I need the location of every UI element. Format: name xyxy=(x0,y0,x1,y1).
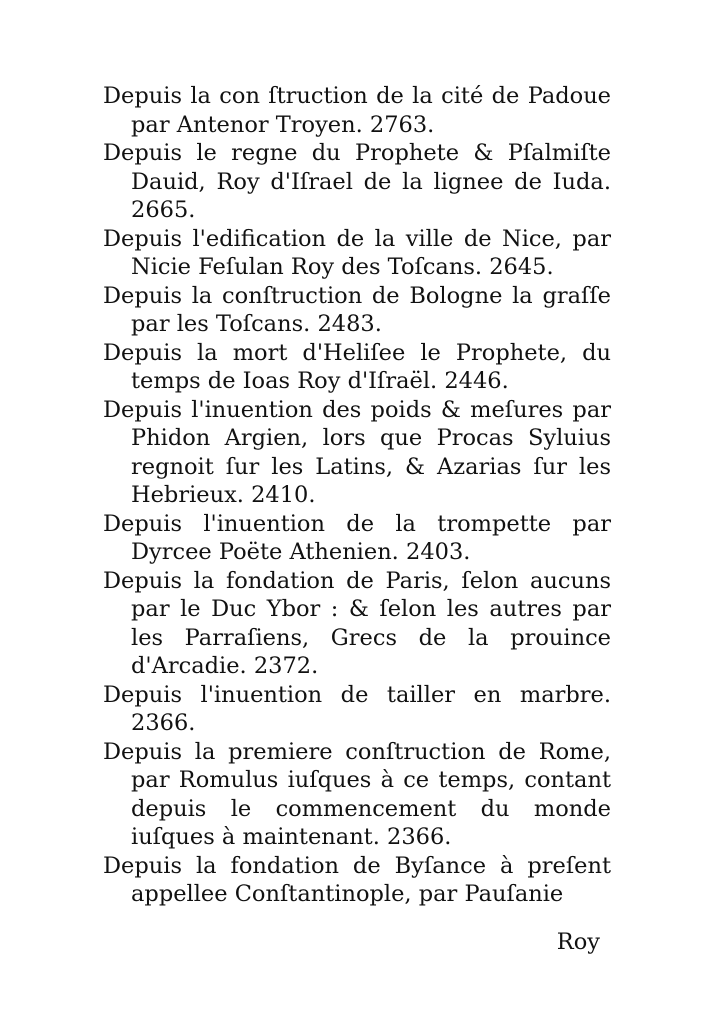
entry-text: Depuis la fondation de Byſance à preſent appellee Conſtantinople, par Pauſanie xyxy=(103,852,611,907)
entry-text: Depuis la premiere conſtruction de Rome, par Romulus iuſques à ce temps, contant depuis le commencement du monde iuſques à maintenant. xyxy=(103,738,611,850)
entry-text: Depuis la fondation de Paris, ſelon aucuns par le Duc Ybor : & ſelon les autres par les Parraſiens, Grecs de la prouince d'Arcadie. xyxy=(103,567,611,679)
entry-paris xyxy=(103,567,611,681)
entry-year: 2446. xyxy=(444,368,509,394)
entry-trompette xyxy=(103,510,611,567)
entry-text: Depuis l'inuention de tailler en marbre. xyxy=(103,681,611,708)
entry-year: 2763. xyxy=(369,111,435,138)
entry-text: Depuis le regne du Prophete & Pſalmiſte Dauid, Roy d'Iſrael de la lignee de Iuda. xyxy=(103,140,611,195)
entry-text: Depuis la con ſtruction de la cité de Padoue par Antenor Troyen. xyxy=(103,83,611,138)
entry-year: 2410. xyxy=(251,482,316,508)
catchword: Roy xyxy=(556,929,600,955)
chronology-list xyxy=(103,82,611,909)
entry-year: 2665. xyxy=(131,197,196,223)
entry-poids-mesures xyxy=(103,396,611,510)
entry-year: 2645. xyxy=(489,254,554,280)
entry-text: Depuis la mort d'Heliſee le Prophete, du temps de Ioas Roy d'Iſraël. xyxy=(103,339,611,394)
entry-text: Depuis la conſtruction de Bologne la graſſe par les Toſcans. xyxy=(103,282,611,337)
entry-marbre xyxy=(103,681,611,738)
entry-dauid xyxy=(103,139,611,225)
entry-helisee xyxy=(103,339,611,396)
entry-year: 2366. xyxy=(387,824,452,850)
entry-padoue xyxy=(103,82,611,139)
entry-text: Depuis l'edification de la ville de Nice, par Nicie Feſulan Roy des Toſcans. xyxy=(103,225,611,280)
entry-rome xyxy=(103,738,611,852)
entry-bysance xyxy=(103,852,611,909)
entry-year: 2403. xyxy=(406,539,471,565)
entry-bologne xyxy=(103,282,611,339)
entry-nice xyxy=(103,225,611,282)
entry-text: Depuis l'inuention des poids & meſures par Phidon Argien, lors que Procas Syluius regnoit ſur les Latins, & Azarias ſur les Hebrieux. xyxy=(103,396,611,508)
entry-text: Depuis l'inuention de la trompette par Dyrcee Poëte Athenien. xyxy=(103,510,611,565)
entry-year: 2483. xyxy=(317,311,382,337)
entry-year: 2366. xyxy=(131,710,196,736)
entry-year: 2372. xyxy=(253,653,319,679)
